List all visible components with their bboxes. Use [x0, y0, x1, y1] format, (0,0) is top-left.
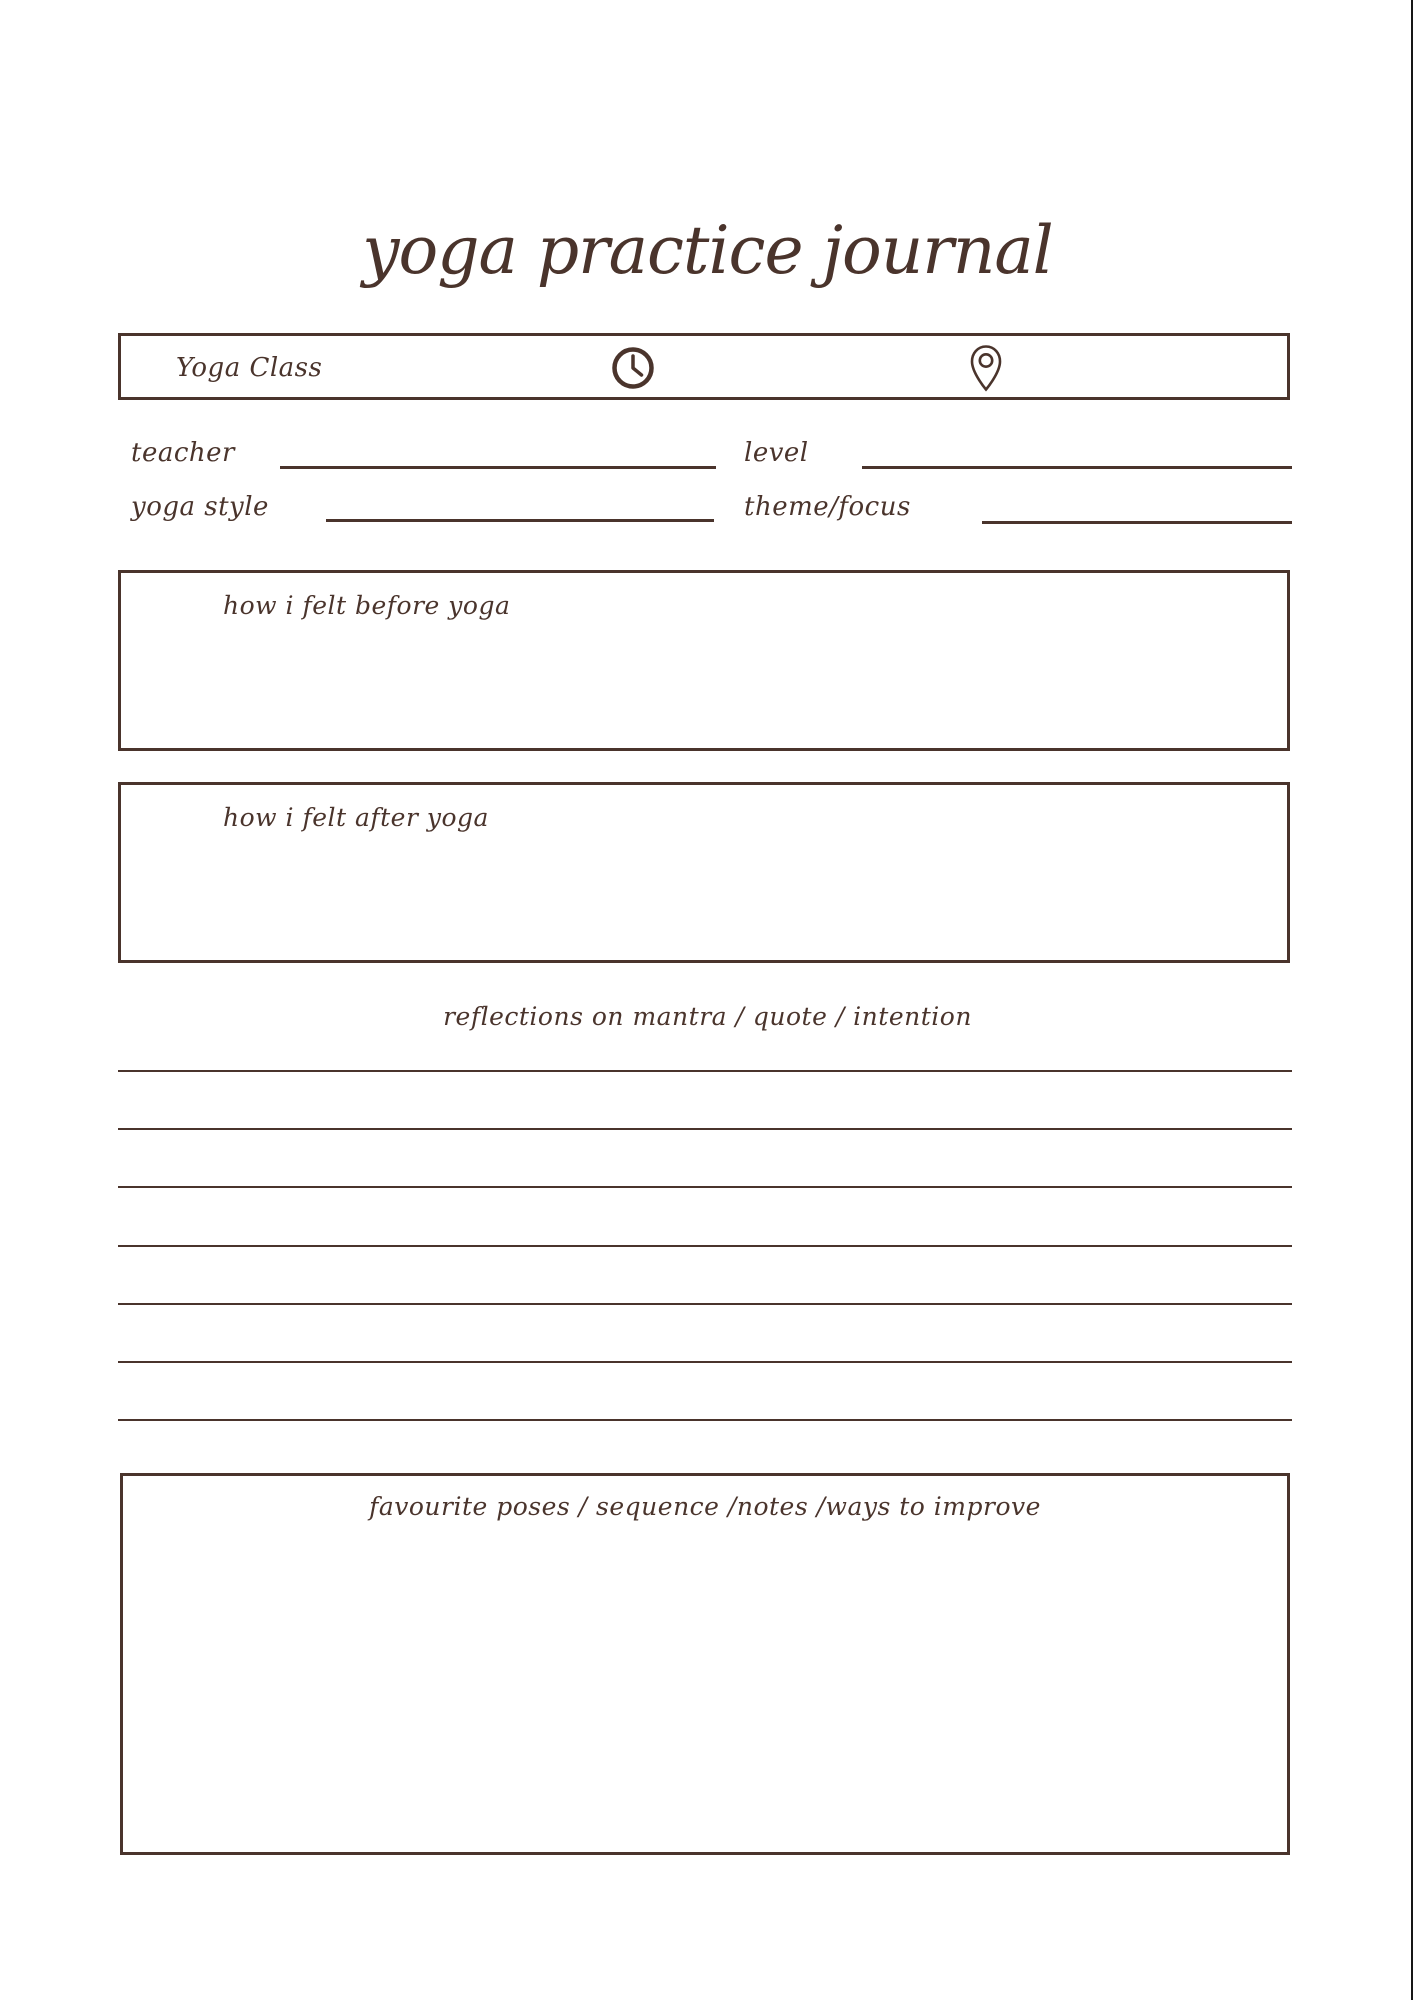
after-yoga-label: how i felt after yoga	[223, 803, 489, 832]
yoga-style-label: yoga style	[131, 492, 269, 522]
ruled-line[interactable]	[118, 1245, 1292, 1303]
clock-icon	[610, 345, 656, 391]
favourite-poses-box[interactable]	[120, 1473, 1290, 1855]
favourite-poses-label: favourite poses / sequence /notes /ways to improve	[369, 1492, 1041, 1521]
before-yoga-label: how i felt before yoga	[223, 591, 511, 620]
ruled-line[interactable]	[118, 1303, 1292, 1361]
ruled-line[interactable]	[118, 1361, 1292, 1419]
level-label: level	[744, 438, 809, 468]
class-header-label: Yoga Class	[176, 353, 323, 383]
page-title: yoga practice journal	[362, 212, 1053, 289]
before-yoga-box[interactable]	[118, 570, 1290, 751]
level-input-line[interactable]	[862, 466, 1292, 469]
class-header-box	[118, 333, 1290, 400]
teacher-label: teacher	[131, 438, 235, 468]
reflections-writing-lines	[118, 1070, 1292, 1421]
after-yoga-box[interactable]	[118, 782, 1290, 963]
window-edge-line	[1411, 0, 1413, 2000]
ruled-line[interactable]	[118, 1070, 1292, 1128]
theme-focus-input-line[interactable]	[982, 521, 1292, 524]
ruled-line[interactable]	[118, 1419, 1292, 1421]
teacher-input-line[interactable]	[280, 466, 716, 469]
theme-focus-label: theme/focus	[744, 492, 911, 522]
reflections-heading: reflections on mantra / quote / intention	[443, 1002, 972, 1031]
location-pin-icon	[969, 344, 1003, 394]
ruled-line[interactable]	[118, 1128, 1292, 1186]
ruled-line[interactable]	[118, 1186, 1292, 1244]
yoga-style-input-line[interactable]	[326, 519, 714, 522]
